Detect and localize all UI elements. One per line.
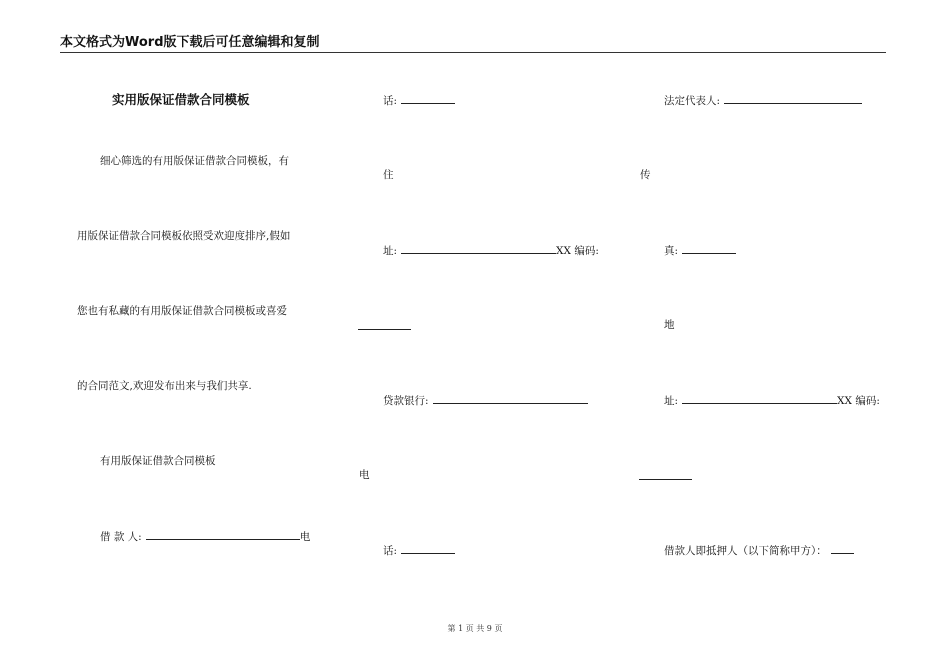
phone-field-1 xyxy=(383,93,455,108)
borrower-tail: 电 xyxy=(299,531,311,543)
intro-line-2: 用版保证借款合同模板依照受欢迎度排序,假如 xyxy=(77,230,291,242)
address-label-col3: 址: xyxy=(664,395,679,407)
document-header: 本文格式为Word版下载后可任意编辑和复制 xyxy=(60,34,886,53)
address-label: 址: xyxy=(383,245,398,257)
mortgagor-label: 借款人即抵押人（以下简称甲方）： xyxy=(664,545,827,557)
address-part-1: 住 xyxy=(383,169,394,181)
address-field-col3 xyxy=(664,393,880,408)
phone-part-2: 电 xyxy=(359,469,370,481)
page-number-footer: 第 1 页 共 9 页 xyxy=(447,624,503,633)
phone-label-1: 话: xyxy=(383,95,398,107)
mortgagor-blank xyxy=(831,543,854,554)
fax-field xyxy=(664,243,736,258)
zip-blank-col3 xyxy=(639,478,692,480)
address-field xyxy=(383,243,599,258)
address-blank xyxy=(401,243,556,254)
bank-field xyxy=(383,393,588,408)
phone-label-2: 话: xyxy=(383,545,398,557)
mortgagor-field xyxy=(664,543,854,558)
fax-blank xyxy=(682,243,736,254)
bank-label: 贷款银行: xyxy=(383,395,429,407)
address-part-1-col3: 地 xyxy=(664,319,675,331)
borrower-label: 借 款 人: xyxy=(100,531,142,543)
bank-blank xyxy=(433,393,588,404)
zip-label: XX 编码: xyxy=(556,245,599,257)
contract-subtitle: 有用版保证借款合同模板 xyxy=(100,455,216,467)
legal-rep-field xyxy=(664,93,862,108)
intro-line-4: 的合同范文,欢迎发布出来与我们共享. xyxy=(77,380,252,392)
phone-blank-2 xyxy=(401,543,455,554)
zip-label-col3: XX 编码: xyxy=(837,395,880,407)
phone-field-2 xyxy=(383,543,455,558)
fax-label: 真: xyxy=(664,245,679,257)
intro-line-3: 您也有私藏的有用版保证借款合同模板或喜爱 xyxy=(77,305,287,317)
intro-line-1: 细心筛选的有用版保证借款合同模板，有 xyxy=(100,155,289,167)
zip-blank xyxy=(358,328,411,330)
borrower-blank xyxy=(146,529,300,540)
legal-rep-blank xyxy=(724,93,862,104)
borrower-field xyxy=(100,529,310,544)
phone-blank-1 xyxy=(401,93,455,104)
document-title: 实用版保证借款合同模板 xyxy=(112,92,250,107)
address-blank-col3 xyxy=(682,393,837,404)
fax-part-1: 传 xyxy=(640,169,651,181)
legal-rep-label: 法定代表人: xyxy=(664,95,721,107)
